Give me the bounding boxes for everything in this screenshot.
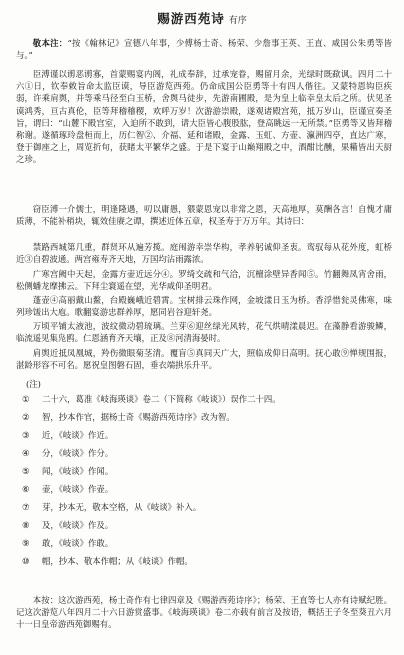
poem-stanza: 广寒宫阙中天起，金露方壶近远分④。罗绮交疏和气洽，沉檀涂壁异香闻⑤。竹翻舞凤宵舍雨，松侧蟠龙摩拂云。下拜尘寰遥在望，光华咸仰圣明君。 <box>16 269 392 292</box>
page-title: 赐游西苑诗 <box>157 11 225 26</box>
notes-list <box>22 393 382 573</box>
note-text: 闻，《岐谈》作闻。 <box>42 465 114 476</box>
notes-heading: (注) <box>26 379 41 389</box>
note-marker: ⑥ <box>22 483 30 494</box>
note-item <box>22 393 382 406</box>
note-item <box>22 411 382 424</box>
note-text: 近，《岐谈》作近。 <box>42 429 114 440</box>
note-item <box>22 537 382 550</box>
note-marker: ⑤ <box>22 465 30 476</box>
editor-note-text: “按《翰林记》宣德八年事，少傅杨士奇、杨荣、少詹事王英、王直、咸国公朱勇等皆与。” <box>16 38 393 61</box>
note-marker: ④ <box>22 447 30 458</box>
editor-note <box>16 37 392 61</box>
note-item <box>22 447 382 460</box>
title-row <box>0 11 404 28</box>
note-text: 敢，《岐谈》作敢。 <box>42 537 114 548</box>
note-marker: ⑦ <box>22 501 30 512</box>
note-text: 帽，抄本、敬本作帽；从《岐谈》作帽。 <box>42 555 193 566</box>
note-text: 壶，《岐谈》作壶。 <box>42 483 114 494</box>
note-text: 二十六，葛准《岐海瑛谈》卷二（下简称《岐谈》）误作二十四。 <box>42 394 281 404</box>
note-item <box>22 483 382 496</box>
poem-stanza: 禁路西城第几重，群贤环从遍芳揽。庭闱游幸崇华构，孝养躬诚仰圣衷。鸾驭每从花外度，虹桥近③自碧波通。两宫雍寿齐天地，万国均沾雨露浓。 <box>16 242 392 265</box>
poem-stanza: 肩舆近抵凤凰城，羚伤微眼菊茎清。覆盲⑤真同天广大，照临成仰日高明。抚心敢⑨惮规围报，湛龄形容不可名。愿祝皇图磐石固，垂衣端拱乐升平。 <box>16 348 392 371</box>
closing-note: 本按：这次游西苑，杨士奇作有七律四章及《赐游西苑诗序》；杨荣、王直等七人亦有诗赋纪胜。记这次游览八年四月二十六日游赏盛事。《岐海瑛谈》卷二亦载有前言及按语，概括王子冬至葵丑六月十一日皇帝游西苑御赐有。 <box>16 595 392 630</box>
editor-note-label: 敬本注： <box>32 38 68 48</box>
note-marker: ③ <box>22 429 30 440</box>
note-item <box>22 465 382 478</box>
poem-stanza: 蓬壶④高丽戴山鳌，台殿巍峨近碧霄。宝树排云珠作网，金坡漾日玉为桥。香浮惜瓮灵佛寒，味列珍馐出大庖。歌翻宴游忠群养厚，愿同岩谷迎轩尧。 <box>16 295 392 318</box>
note-item <box>22 555 382 568</box>
note-marker: ⑧ <box>22 519 30 530</box>
preface-paragraph: 臣溥谨以谫恶谫寡，首蒙赐宴内阁，礼成奉辞，过承宠眷，赐留月余，光绿时既歃讽。四月二十六①日，钦奉敕旨命太监臣谟，导臣游览西苑。仍命成国公臣勇等十有四人偕往。又蒙特恩钩臣疾弱，许乘肩舆，并等乘马径至白玉桥，舍舆马徒步，先游南圃殿，是为皇上临幸皇太后之所。伏见圣谟鸿秀，亘古真伦，臣等拜稽稽稷，欢呼万岁！次游游崇殿，遂观诸殿宫苑，抵万岁山，臣谨宣奏圣旨，谓曰：“山麓下殿宫室，入迫所不敢到，请大臣皆心腹股肱，登高眺远一无所禁。”臣勇等又皆拜稽称谢。遂循琢玲盘桓而上，历仁智②、介福、延和诸殿，金露、玉虹、方壶、瀛洲四亭，直达广寒，登于御座之上，周览折旬，获睹太平繁华之盛。于是下宴于山巅翔殿之中，酒酣比醺，果糒皆出天厨之珍。 <box>16 69 392 165</box>
note-text: 智，抄本作官，据杨士奇《赐游西苑诗序》改为智。 <box>42 411 235 422</box>
note-marker: ⑨ <box>22 537 30 548</box>
note-marker: ① <box>22 394 30 404</box>
note-marker: ② <box>22 411 30 422</box>
note-item <box>22 501 382 514</box>
note-marker: ⑩ <box>22 555 30 566</box>
note-item <box>22 429 382 442</box>
title-suffix: 有序 <box>228 16 247 26</box>
note-text: 及，《岐谈》作及。 <box>42 519 114 530</box>
poem-intro: 窃臣溥一介儒士，明逢隆遇，叨以庸愚，猥蒙恩宠以非常之恩，天高地厚，莫酬各言！自愧才庸质薄，不能补稍块，辄效佳赓之谭，撰述近体五章，权圣寿于万万年。其诗曰： <box>16 204 392 227</box>
note-text: 分，《岐谈》作分。 <box>42 447 114 458</box>
poem-stanza: 万顷平铺太液池，波纹微动碧琉璃。兰芽⑥迎丝绿光风转，花气烘晴漾晨迟。在藻静看游骏鳞，临流遥见集凫鸥。仁恩涵育齐天壤，正及⑧河清海晏时。 <box>16 321 392 344</box>
note-text: 芽，抄本无，敬本空格，从《岐谈》补入。 <box>42 501 202 512</box>
note-item <box>22 519 382 532</box>
